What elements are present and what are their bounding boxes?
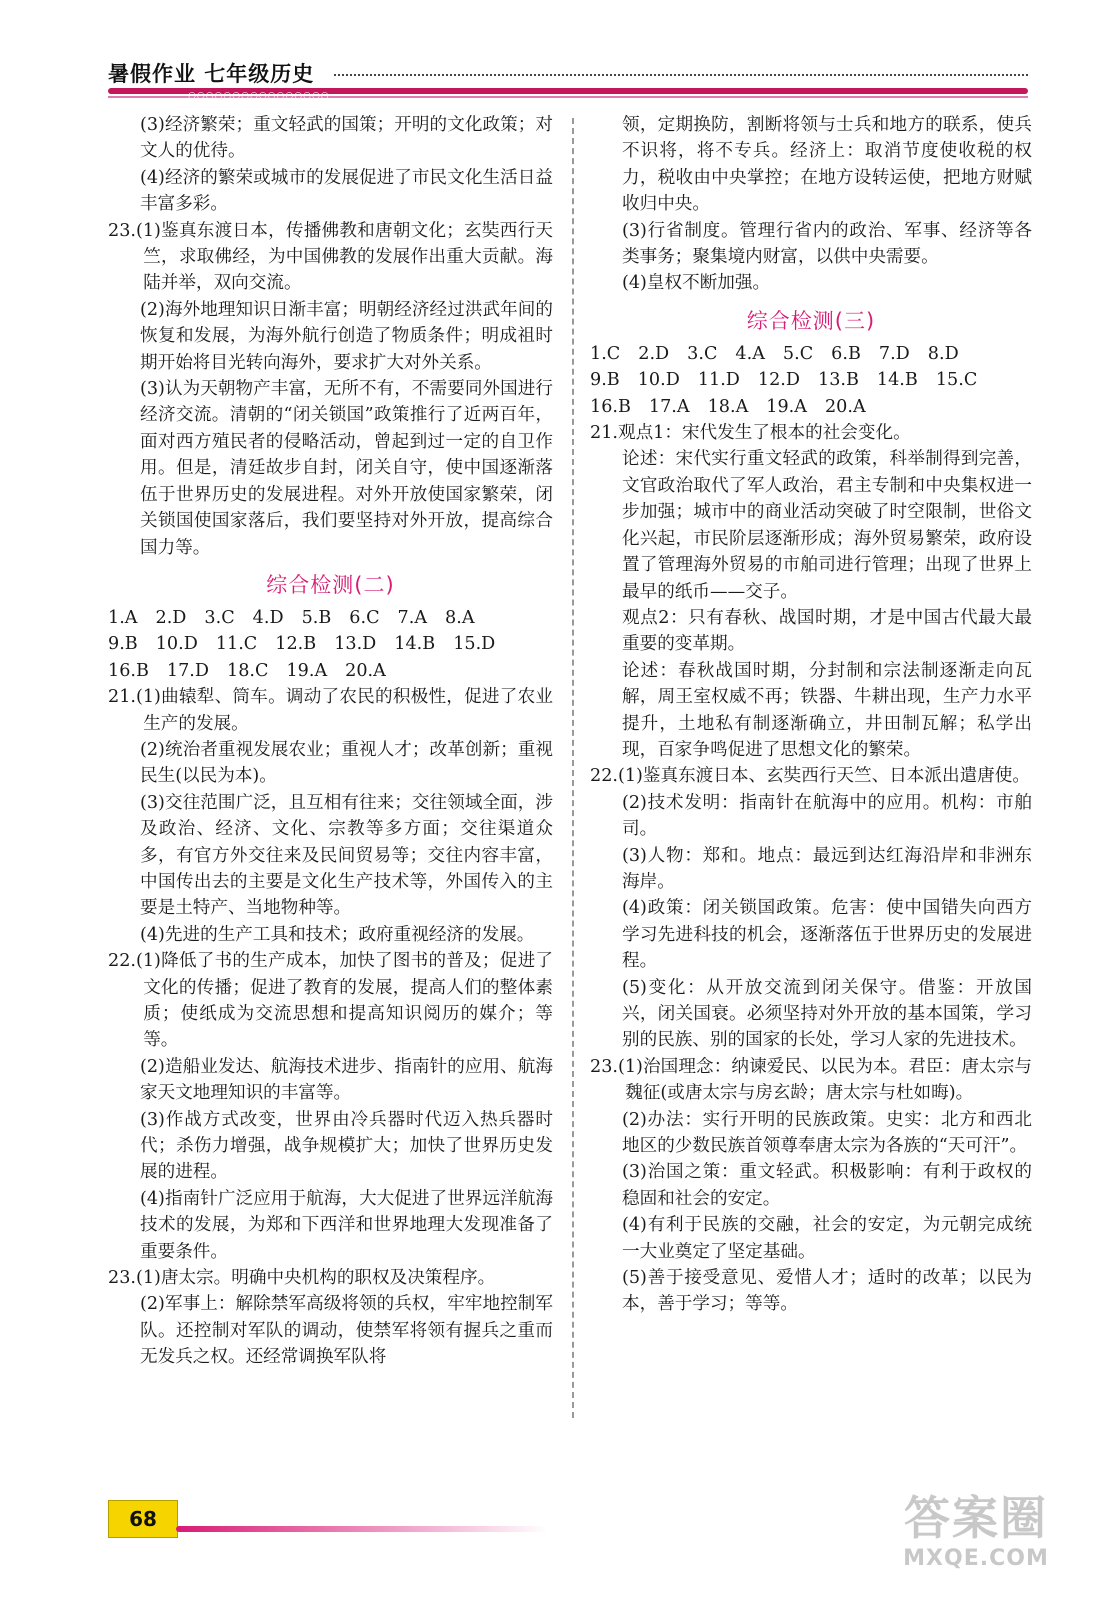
section3-answers xyxy=(590,420,1032,1318)
mc-answer: 7.A xyxy=(397,607,428,628)
answer-paragraph: (4)政策：闭关锁国政策。危害：使中国错失向西方学习先进科技的机会，逐渐落伍于世界历史的发展进程。 xyxy=(622,898,1032,972)
answer-paragraph: 23.(1)鉴真东渡日本，传播佛教和唐朝文化；玄奘西行天竺，求取佛经，为中国佛教的发展作出重大贡献。海陆并举，双向交流。 xyxy=(108,220,553,294)
footer-band xyxy=(176,1526,548,1532)
mc-answer: 1.C xyxy=(590,343,621,364)
mc-answer: 14.B xyxy=(876,370,918,391)
mc-answer: 10.D xyxy=(637,370,680,391)
mc-answer: 1.A xyxy=(108,607,138,628)
page-header xyxy=(108,58,1028,108)
mc-answer: 17.D xyxy=(166,660,210,681)
answer-paragraph: (3)作战方式改变，世界由冷兵器时代迈入热兵器时代；杀伤力增强，战争规模扩大；加快了世界历史发展的进程。 xyxy=(140,1109,553,1183)
answer-paragraph: (3)交往范围广泛，且互相有往来；交往领域全面，涉及政治、经济、文化、宗教等多方面；交往渠道众多，有官方外交往来及民间贸易等；交往内容丰富，中国传出去的主要是文化生产技术等，外国传入的主要是土特产、当地物种等。 xyxy=(140,792,553,919)
mc-row xyxy=(108,631,553,657)
mc-answer: 15.C xyxy=(935,370,978,391)
mc-answer: 6.C xyxy=(349,607,380,628)
mc-answer: 16.B xyxy=(590,396,631,417)
mc-answer: 8.D xyxy=(927,343,959,364)
answer-paragraph: 观点2：只有春秋、战国时期，才是中国古代最大最重要的变革期。 xyxy=(622,607,1032,655)
right-top-answers xyxy=(590,112,1032,297)
mc-answer: 11.C xyxy=(215,634,258,655)
column-divider xyxy=(572,118,574,1418)
answer-paragraph: (4)先进的生产工具和技术；政府重视经济的发展。 xyxy=(140,924,535,945)
answer-paragraph: 论述：春秋战国时期，分封制和宗法制逐渐走向瓦解，周王室权威不再；铁器、牛耕出现，生产力水平提升，土地私有制逐渐确立，井田制瓦解；私学出现，百家争鸣促进了思想文化的繁荣。 xyxy=(622,660,1032,760)
mc-answer: 16.B xyxy=(108,660,149,681)
left-column xyxy=(108,112,553,1371)
mc-answer: 5.B xyxy=(301,607,332,628)
mc-answer: 13.D xyxy=(334,634,377,655)
mc-answer: 12.D xyxy=(757,370,800,391)
answer-paragraph: 23.(1)治国理念：纳谏爱民、以民为本。君臣：唐太宗与魏征(或唐太宗与房玄龄；唐太宗与杜如晦)。 xyxy=(590,1056,1032,1104)
mc-answer: 13.B xyxy=(818,370,859,391)
mc-answer: 19.A xyxy=(286,660,328,681)
answer-paragraph: (3)人物：郑和。地点：最远到达红海沿岸和非洲东海岸。 xyxy=(622,845,1032,892)
mc-row xyxy=(590,341,1032,367)
answer-paragraph: (2)技术发明：指南针在航海中的应用。机构：市舶司。 xyxy=(622,792,1032,840)
mc-answer: 2.D xyxy=(638,343,670,364)
section-title: 综合检测(三) xyxy=(746,308,876,333)
mc-answer: 14.B xyxy=(394,634,436,655)
section-title: 综合检测(二) xyxy=(266,572,395,597)
answer-paragraph: (4)经济的繁荣或城市的发展促进了市民文化生活日益丰富多彩。 xyxy=(140,167,553,215)
mc-answer: 3.C xyxy=(204,607,235,628)
answer-paragraph: (2)造船业发达、航海技术进步、指南针的应用、航海家天文地理知识的丰富等。 xyxy=(140,1056,553,1104)
answer-paragraph: 22.(1)鉴真东渡日本、玄奘西行天竺、日本派出遣唐使。 xyxy=(590,766,1030,787)
answer-paragraph: 23.(1)唐太宗。明确中央机构的职权及决策程序。 xyxy=(108,1268,496,1289)
answer-paragraph: (4)有利于民族的交融，社会的安定，为元朝完成统一大业奠定了坚定基础。 xyxy=(622,1215,1032,1262)
section2-answers xyxy=(108,684,553,1371)
mc-answer: 2.D xyxy=(155,607,187,628)
answer-paragraph: (3)治国之策：重文轻武。积极影响：有利于政权的稳固和社会的安定。 xyxy=(622,1162,1032,1209)
mc-answer: 12.B xyxy=(275,634,317,655)
answer-paragraph: (5)变化：从开放交流到闭关保守。借鉴：开放国兴，闭关国衰。必须坚持对外开放的基本国策，学习别的民族、别的国家的长处，学习人家的先进技术。 xyxy=(622,977,1032,1051)
mc-row xyxy=(590,367,1032,393)
watermark-logo-text: 答案圈 xyxy=(904,1491,1048,1545)
mc-answer: 10.D xyxy=(155,634,198,655)
mc-answer: 4.D xyxy=(252,607,284,628)
mc-answers xyxy=(590,341,1032,420)
answer-paragraph: 领，定期换防，割断将领与士兵和地方的联系，使兵不识将，将不专兵。经济上：取消节度使收税的权力，税收由中央掌控；在地方设转运使，把地方财赋收归中央。 xyxy=(622,115,1032,215)
answer-paragraph: (3)经济繁荣；重文轻武的国策；开明的文化政策；对文人的优待。 xyxy=(140,115,553,162)
mc-row xyxy=(590,394,1032,420)
mc-answer: 3.C xyxy=(687,343,718,364)
mc-answer: 20.A xyxy=(824,396,866,417)
mc-answer: 18.A xyxy=(707,396,749,417)
watermark-logo xyxy=(881,1490,1071,1590)
answer-paragraph: (4)皇权不断加强。 xyxy=(622,273,771,294)
answer-paragraph: (2)军事上：解除禁军高级将领的兵权，牢牢地控制军队。还控制对军队的调动，使禁军将领有握兵之重而无发兵之权。还经常调换军队将 xyxy=(140,1294,553,1368)
mc-row xyxy=(108,605,553,631)
mc-answer: 17.A xyxy=(648,396,690,417)
answer-paragraph: 21.(1)曲辕犁、筒车。调动了农民的积极性，促进了农业生产的发展。 xyxy=(108,687,553,734)
mc-answer: 15.D xyxy=(453,634,496,655)
mc-answers xyxy=(108,605,553,684)
mc-answer: 9.B xyxy=(590,370,620,391)
left-top-answers xyxy=(108,112,553,561)
answer-paragraph: (2)海外地理知识日渐丰富；明朝经济经过洪武年间的恢复和发展，为海外航行创造了物质条件；明成祖时期开始将目光转向海外，要求扩大对外关系。 xyxy=(140,299,553,373)
page-number: 68 xyxy=(108,1500,178,1538)
answer-paragraph: (4)指南针广泛应用于航海，大大促进了世界远洋航海技术的发展，为郑和下西洋和世界地理大发现准备了重要条件。 xyxy=(140,1188,553,1262)
answer-paragraph: 21.观点1：宋代发生了根本的社会变化。 xyxy=(590,423,911,444)
answer-paragraph: (3)认为天朝物产丰富，无所不有，不需要同外国进行经济交流。清朝的“闭关锁国”政策推行了近两百年，面对西方殖民者的侵略活动，曾起到过一定的自卫作用。但是，清廷故步自封，闭关自守，使中国逐渐落伍于世界历史的发展进程。对外开放使国家繁荣，闭关锁国使国家落后，我们要坚持对外开放，提高综合国力等。 xyxy=(140,379,553,558)
right-column xyxy=(590,112,1032,1318)
mc-answer: 4.A xyxy=(735,343,765,364)
answer-paragraph: (2)统治者重视发展农业；重视人才；改革创新；重视民生(以民为本)。 xyxy=(140,739,553,787)
header-circle-decoration: ○○○○○○○○○○○○○○○○ xyxy=(188,91,330,101)
answer-paragraph: (2)办法：实行开明的民族政策。史实：北方和西北地区的少数民族首领尊奉唐太宗为各族的“天可汗”。 xyxy=(622,1109,1032,1157)
mc-answer: 5.C xyxy=(782,343,814,364)
mc-answer: 9.B xyxy=(108,634,138,655)
header-title: 暑假作业 七年级历史 xyxy=(108,62,315,86)
mc-answer: 20.A xyxy=(345,660,386,681)
page-footer xyxy=(108,1500,548,1540)
mc-answer: 19.A xyxy=(766,396,807,417)
mc-answer: 11.D xyxy=(697,370,740,391)
answer-paragraph: (5)善于接受意见、爱惜人才；适时的改革；以民为本，善于学习；等等。 xyxy=(622,1268,1032,1315)
answer-paragraph: 论述：宋代实行重文轻武的政策，科举制得到完善，文官政治取代了军人政治，君主专制和中央集权进一步加强；城市中的商业活动突破了时空限制，世俗文化兴起，市民阶层逐渐形成；海外贸易繁荣，政府设置了管理海外贸易的市舶司进行管理；出现了世界上最早的纸币——交子。 xyxy=(622,449,1032,602)
answer-paragraph: (3)行省制度。管理行省内的政治、军事、经济等各类事务；聚集境内财富，以供中央需要。 xyxy=(622,220,1032,268)
header-dotted-rule xyxy=(334,74,1028,76)
watermark-url: MXQE.COM xyxy=(903,1546,1049,1571)
mc-answer: 6.B xyxy=(831,343,861,364)
mc-answer: 18.C xyxy=(227,660,269,681)
mc-answer: 8.A xyxy=(445,607,475,628)
answer-paragraph: 22.(1)降低了书的生产成本，加快了图书的普及；促进了文化的传播；促进了教育的发展，提高人们的整体素质；使纸成为交流思想和提高知识阅历的媒介；等等。 xyxy=(108,951,553,1051)
mc-row xyxy=(108,658,553,684)
mc-answer: 7.D xyxy=(878,343,910,364)
